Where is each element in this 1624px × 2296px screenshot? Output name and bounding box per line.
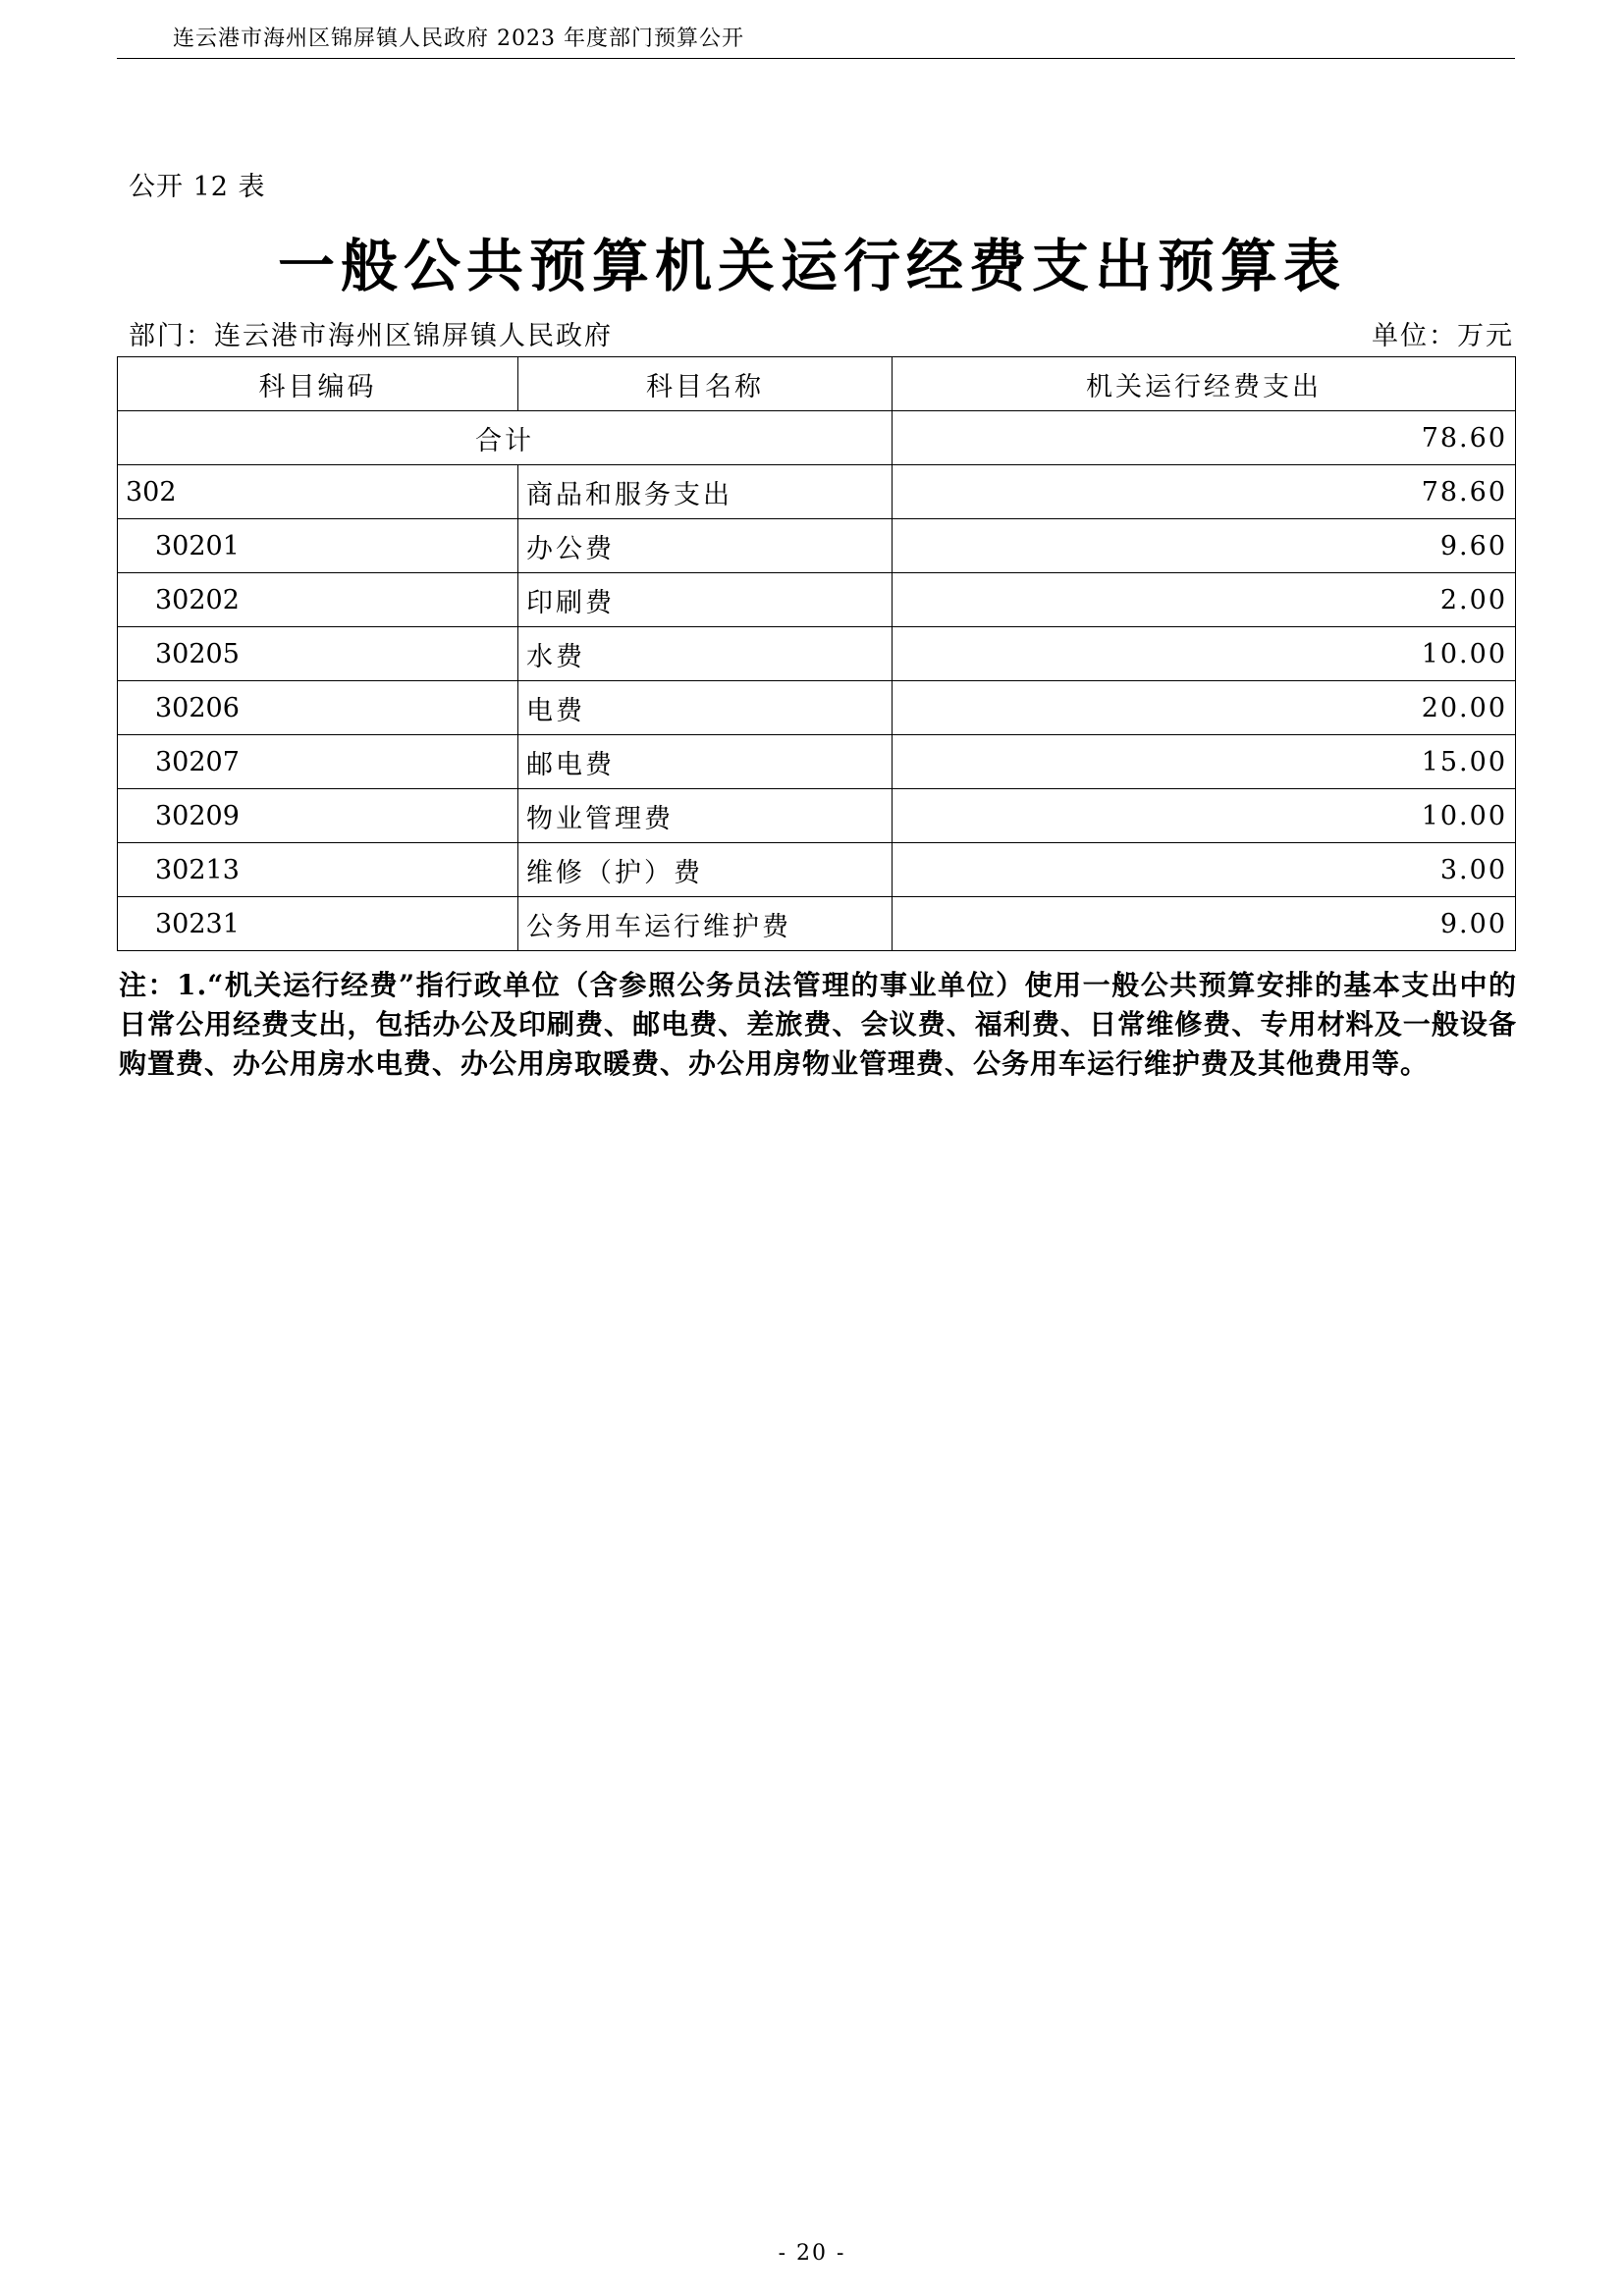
row-amount: 9.00 <box>893 897 1516 951</box>
row-name: 办公费 <box>518 519 893 573</box>
table-row <box>118 573 1516 627</box>
total-amount: 78.60 <box>893 411 1516 465</box>
header-name: 科目名称 <box>518 357 893 411</box>
row-code: 302 <box>118 465 518 519</box>
row-name: 邮电费 <box>518 735 893 789</box>
table-row <box>118 843 1516 897</box>
row-amount: 2.00 <box>893 573 1516 627</box>
page-number: - 20 - <box>778 2241 846 2266</box>
row-amount: 20.00 <box>893 681 1516 735</box>
unit-label: 单位：万元 <box>1372 321 1514 351</box>
header-divider <box>117 58 1515 59</box>
footnote: 注：1.“机关运行经费”指行政单位（含参照公务员法管理的事业单位）使用一般公共预算安排的基本支出中的日常公用经费支出，包括办公及印刷费、邮电费、差旅费、会议费、福利费、日常维修费、专用材料及一般设备购置费、办公用房水电费、办公用房取暖费、办公用房物业管理费、公务用车运行维护费及其他费用等。 <box>119 969 1517 1080</box>
row-code: 30209 <box>118 789 518 843</box>
row-name: 电费 <box>518 681 893 735</box>
page-header: 连云港市海州区锦屏镇人民政府 2023 年度部门预算公开 <box>173 27 744 51</box>
row-name: 公务用车运行维护费 <box>518 897 893 951</box>
row-code: 30207 <box>118 735 518 789</box>
table-row <box>118 735 1516 789</box>
row-code: 30206 <box>118 681 518 735</box>
total-row <box>118 411 1516 465</box>
table-row <box>118 681 1516 735</box>
row-code: 30201 <box>118 519 518 573</box>
row-name: 水费 <box>518 627 893 681</box>
row-name: 物业管理费 <box>518 789 893 843</box>
header-amount: 机关运行经费支出 <box>893 357 1516 411</box>
row-name: 维修（护）费 <box>518 843 893 897</box>
row-code: 30202 <box>118 573 518 627</box>
total-label: 合计 <box>118 411 893 465</box>
document-title: 一般公共预算机关运行经费支出预算表 <box>277 233 1346 299</box>
table-row <box>118 897 1516 951</box>
table-row <box>118 465 1516 519</box>
row-amount: 78.60 <box>893 465 1516 519</box>
row-code: 30231 <box>118 897 518 951</box>
row-code: 30205 <box>118 627 518 681</box>
budget-table <box>117 356 1516 951</box>
row-amount: 15.00 <box>893 735 1516 789</box>
row-amount: 3.00 <box>893 843 1516 897</box>
department-label: 部门：连云港市海州区锦屏镇人民政府 <box>129 321 613 351</box>
table-header-row <box>118 357 1516 411</box>
table-row <box>118 627 1516 681</box>
row-code: 30213 <box>118 843 518 897</box>
header-code: 科目编码 <box>118 357 518 411</box>
row-amount: 9.60 <box>893 519 1516 573</box>
row-name: 商品和服务支出 <box>518 465 893 519</box>
table-row <box>118 519 1516 573</box>
row-amount: 10.00 <box>893 789 1516 843</box>
table-row <box>118 789 1516 843</box>
table-number: 公开 12 表 <box>129 172 266 202</box>
row-name: 印刷费 <box>518 573 893 627</box>
row-amount: 10.00 <box>893 627 1516 681</box>
